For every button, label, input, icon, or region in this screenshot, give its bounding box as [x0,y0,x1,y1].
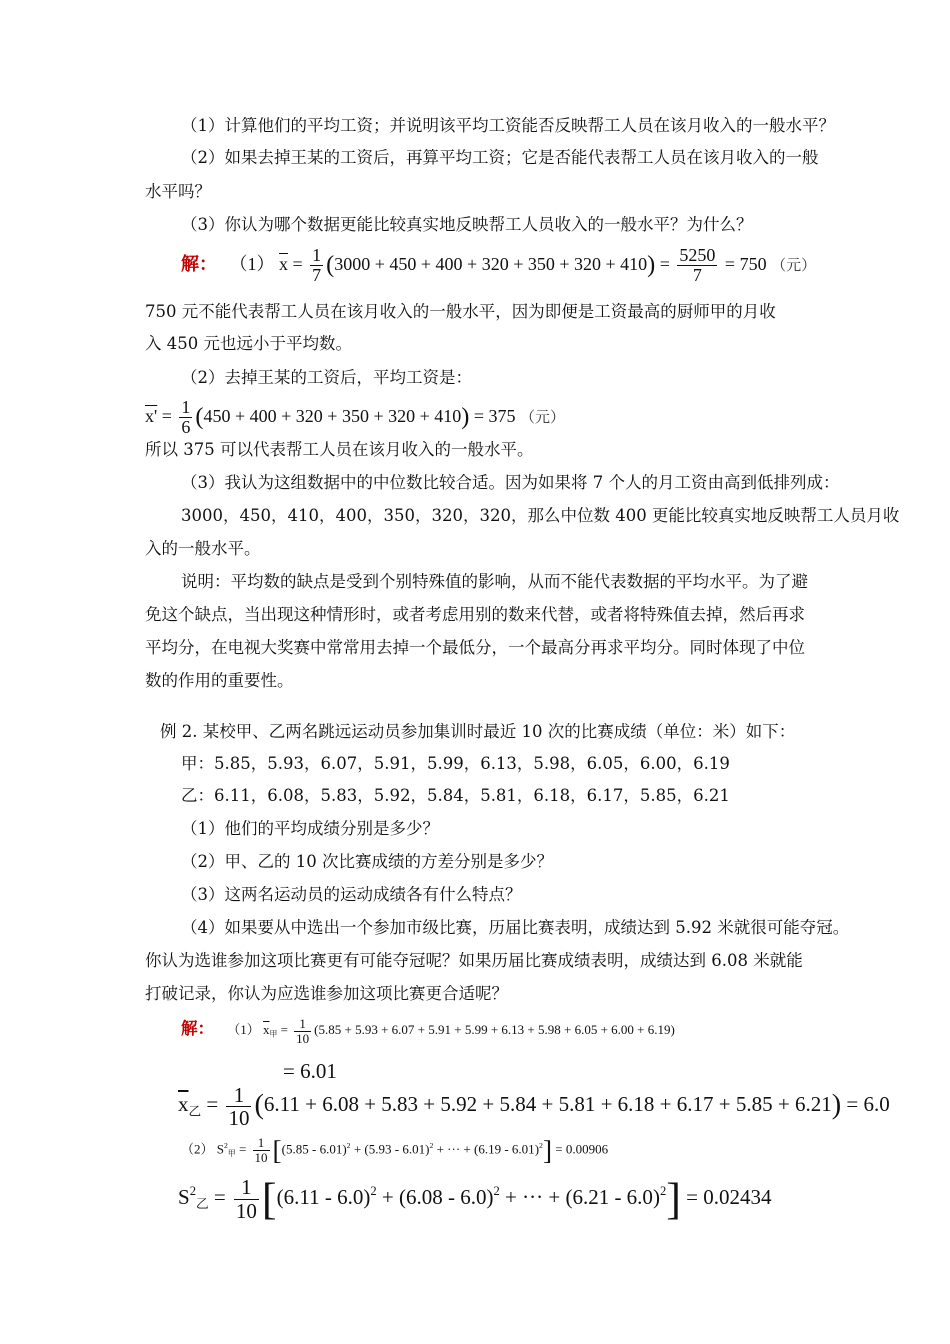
variance-yi-formula: $S^2_乙$ = $\frac{1}{10}$ [(6.11 - 6.0)$^2$ + (6.08 - 6.0)$^2$ + ··· + (6.21 - 6.0)$^2$] = 0.02434 [178,1174,772,1224]
note-line-3: 平均分，在电视大奖赛中常常用去掉一个最低分，一个最高分再求平均分。同时体现了中位 [145,638,805,657]
yi-term-3: 6.21 - 6.0 [572,1184,653,1209]
explanation-1-line-2: 入 450 元也远小于平均数。 [145,334,352,353]
wage-sum-2: 450 + 400 + 320 + 350 + 320 + 410 [203,406,462,426]
jia-term-3: 6.19 - 6.01 [478,1141,535,1157]
fraction-one-tenth: $\frac{1}{10}$ [296,1015,310,1046]
fraction-5250-7: $\frac{5250}{7}$ [679,245,716,286]
yi-sum: 6.11 + 6.08 + 5.83 + 5.92 + 5.84 + 5.81 + 6.18 + 6.17 + 5.85 + 6.21 [263,1092,832,1116]
question-1: （1）计算他们的平均工资；并说明该平均工资能否反映帮工人员在该月收入的一般水平？ [181,116,835,135]
example-2-question-4-line-3: 打破记录，你认为应选谁参加这项比赛更合适呢？ [145,984,508,1003]
example-2-title: 例 2. 某校甲、乙两名跳远运动员参加集训时最近 10 次的比赛成绩（单位：米）如下： [160,722,796,741]
example-2-question-3: （3）这两名运动员的运动成绩各有什么特点？ [181,885,522,904]
variance-yi-result: = 0.02434 [686,1184,772,1209]
solution-3-line-3: 入的一般水平。 [145,539,261,558]
variance-jia-formula: （2） $S^2_甲$ = $\frac{1}{10}$ [(5.85 - 6.01)$^2$ + (5.93 - 6.01)$^2$ + ··· + (6.19 - 6.01)$^2$] = 0.00906 [181,1135,609,1166]
mean-symbol-jia: $\overline{x}$ [263,1022,270,1037]
variance-symbol-jia: S [216,1141,224,1157]
example-2-question-1: （1）他们的平均成绩分别是多少？ [181,819,439,838]
subscript-jia: 甲 [269,1029,278,1039]
explanation-1-line-1: 750 元不能代表帮工人员在该月收入的一般水平，因为即便是工资最高的厨师甲的月收 [145,302,776,321]
part-label-1: （1） [227,1022,260,1037]
jia-sum: 5.85 + 5.93 + 6.07 + 5.91 + 5.99 + 6.13 + 5.98 + 6.05 + 6.00 + 6.19 [318,1022,671,1037]
variance-jia-result: = 0.00906 [555,1141,609,1157]
example-2-question-2: （2）甲、乙的 10 次比赛成绩的方差分别是多少？ [181,852,553,871]
unit-yuan: （元） [771,256,817,274]
fraction-one-tenth-3: $\frac{1}{10}$ [254,1135,268,1165]
jia-term-2: 5.93 - 6.01 [368,1141,426,1157]
mean-jia-result: = 6.01 [283,1059,337,1083]
solution-label-2: 解： [181,1019,214,1038]
mean-yi-formula: $\overline{x}_乙$ = $\frac{1}{10}$ (6.11 + 6.08 + 5.83 + 5.92 + 5.84 + 5.81 + 6.18 + 6.17 + 5.85 + 6.21) = 6.0 [178,1082,890,1130]
unit-yuan-2: （元） [520,408,566,426]
subscript-yi: 乙 [188,1104,202,1119]
solution-3-line-2: 3000，450，410，400，350，320，320，那么中位数 400 更能比较真实地反映帮工人员月收 [181,506,900,525]
fraction-one-tenth-2: $\frac{1}{10}$ [228,1082,250,1130]
wage-sum: 3000 + 450 + 400 + 320 + 350 + 320 + 410 [334,254,648,274]
fraction-one-seventh: $\frac{1}{7}$ [312,245,322,286]
question-2-line-2: 水平吗？ [145,182,211,201]
mean-symbol: $\overline{x}$ [279,254,288,274]
mean-result-2: = 375 [473,406,516,426]
explanation-2: 所以 375 可以代表帮工人员在该月收入的一般水平。 [145,440,534,459]
note-line-2: 免这个缺点，当出现这种情形时，或者考虑用别的数来代替，或者将特殊值去掉，然后再求 [145,605,805,624]
question-2-line-1: （2）如果去掉王某的工资后，再算平均工资；它是否能代表帮工人员在该月收入的一般 [181,148,819,167]
mean-symbol-yi: $\overline{x}$ [178,1092,189,1116]
mean-yi-result: = 6.0 [846,1092,890,1116]
part-label: （1） [229,254,275,274]
subscript-yi-2: 乙 [195,1197,209,1212]
question-3: （3）你认为哪个数据更能比较真实地反映帮工人员收入的一般水平？为什么？ [181,215,753,234]
subscript-jia-2: 甲 [227,1149,236,1159]
mean-formula-2: x' = $\frac{1}{6}$ (450 + 400 + 320 + 350 + 320 + 410) = 375 （元） [145,397,566,438]
jia-term-1: 5.85 - 6.01 [285,1141,343,1157]
mean-formula-1: 解： （1） $\overline{x}$ = $\frac{1}{7}$ (3000 + 450 + 400 + 320 + 350 + 320 + 410) = $\frac{5250}{7}$ = 750 （元） [181,245,817,286]
solution-3-line-1: （3）我认为这组数据中的中位数比较合适。因为如果将 7 个人的月工资由高到低排列成： [181,473,840,492]
yi-term-2: 6.08 - 6.0 [405,1184,487,1209]
fraction-one-tenth-4: $\frac{1}{10}$ [235,1175,257,1223]
variance-symbol-yi: S [178,1184,190,1209]
mean-jia-formula: 解： （1） $\overline{x}_甲$ = $\frac{1}{10}$ (5.85 + 5.93 + 6.07 + 5.91 + 5.99 + 6.13 + 5.98 + 6.05 + 6.00 + 6.19) [181,1015,675,1046]
yi-ellipsis: + ··· + [505,1184,561,1209]
mean-result: = 750 [724,254,767,274]
yi-term-1: 6.11 - 6.0 [283,1184,364,1209]
fraction-one-sixth: $\frac{1}{6}$ [181,397,191,438]
example-2-question-4-line-1: （4）如果要从中选出一个参加市级比赛，历届比赛表明，成绩达到 5.92 米就很可能夺冠。 [181,918,850,937]
part-label-2: （2） [181,1141,214,1157]
note-line-4: 数的作用的重要性。 [145,671,294,690]
jia-ellipsis: + ··· + [436,1141,471,1157]
solution-label: 解： [181,254,217,274]
example-2-question-4-line-2: 你认为选谁参加这项比赛更有可能夺冠呢？如果历届比赛成绩表明，成绩达到 6.08 米就能 [145,951,803,970]
athlete-yi-scores: 乙：6.11，6.08，5.83，5.92，5.84，5.81，6.18，6.17，5.85，6.21 [181,786,730,805]
mean-prime-symbol: x' [145,406,158,426]
athlete-jia-scores: 甲：5.85，5.93，6.07，5.91，5.99，6.13，5.98，6.05，6.00，6.19 [181,754,730,773]
solution-2-intro: （2）去掉王某的工资后，平均工资是： [181,368,472,387]
note-line-1: 说明：平均数的缺点是受到个别特殊值的影响，从而不能代表数据的平均水平。为了避 [181,572,808,591]
